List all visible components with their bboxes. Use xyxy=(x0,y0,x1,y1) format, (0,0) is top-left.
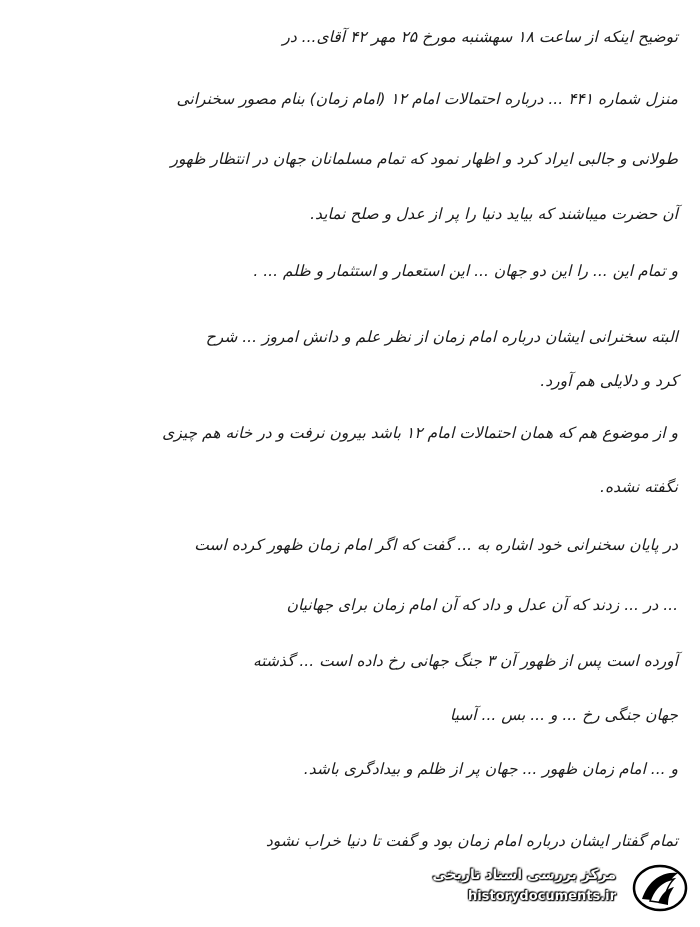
watermark-site: historydocuments.ir xyxy=(467,889,616,904)
text-line-10: در پایان سخنرانی خود اشاره به ... گفت که اگر امام زمان ظهور کرده است xyxy=(194,536,678,554)
archive-watermark xyxy=(406,863,688,913)
text-line-1: توضیح اینکه از ساعت ۱۸ سهشنبه مورخ ۲۵ مهر ۴۲ آقای... در xyxy=(282,28,678,46)
text-line-14: و ... امام زمان ظهور ... جهان پر از ظلم و بیدادگری باشد. xyxy=(303,760,678,778)
text-line-9: نگفته نشده. xyxy=(600,478,678,496)
text-line-6: البته سخنرانی ایشان درباره امام زمان از نظر علم و دانش امروز ... شرح xyxy=(205,328,678,346)
text-line-4: آن حضرت میباشند که بیاید دنیا را پر از عدل و صلح نماید. xyxy=(310,205,678,223)
watermark-title: مرکز بررسی اسناد تاریخی xyxy=(432,867,616,883)
text-line-7: کرد و دلایلی هم آورد. xyxy=(540,372,678,390)
institution-logo-icon xyxy=(628,863,688,913)
text-line-3: طولانی و جالبی ایراد کرد و اظهار نمود که تمام مسلمانان جهان در انتظار ظهور xyxy=(170,150,678,168)
text-line-5: و تمام این ... را این دو جهان ... این استعمار و استثمار و ظلم ... . xyxy=(253,262,678,280)
text-line-8: و از موضوع هم که همان احتمالات امام ۱۲ باشد بیرون نرفت و در خانه هم چیزی xyxy=(162,424,678,442)
text-line-12: آورده است پس از ظهور آن ۳ جنگ جهانی رخ داده است ... گذشته xyxy=(252,652,678,670)
text-line-11: ... در ... زدند که آن عدل و داد که آن امام زمان برای جهانیان xyxy=(286,596,678,614)
text-line-15: تمام گفتار ایشان درباره امام زمان بود و گفت تا دنیا خراب نشود xyxy=(265,832,678,850)
text-line-13: جهان جنگی رخ ... و ... بس ... آسیا xyxy=(449,706,678,724)
text-line-2: منزل شماره ۴۴۱ ... درباره احتمالات امام ۱۲ (امام زمان) بنام مصور سخنرانی xyxy=(176,90,678,108)
